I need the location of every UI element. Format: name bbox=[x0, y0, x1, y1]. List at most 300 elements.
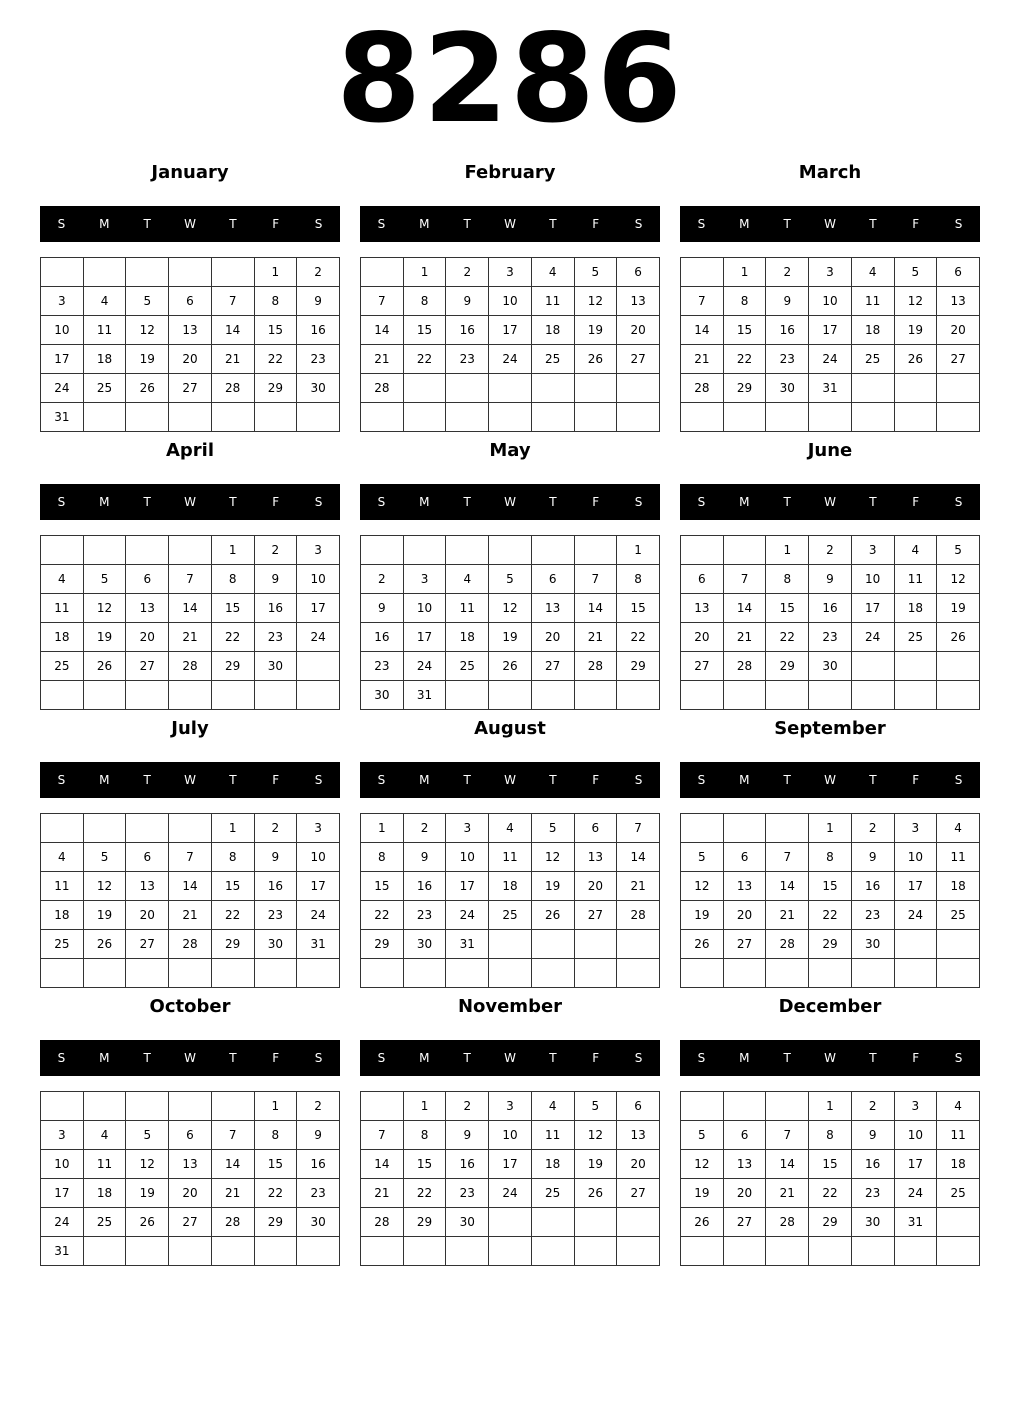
empty-day-cell bbox=[723, 403, 766, 432]
empty-day-cell bbox=[894, 959, 937, 988]
weekday-label: S bbox=[954, 1051, 963, 1065]
weekday-header bbox=[360, 1040, 660, 1076]
weekday-label: S bbox=[377, 1051, 386, 1065]
day-cell: 16 bbox=[403, 872, 446, 901]
week-row bbox=[681, 594, 980, 623]
day-cell: 30 bbox=[297, 374, 340, 403]
empty-day-cell bbox=[851, 959, 894, 988]
empty-day-cell bbox=[937, 959, 980, 988]
day-cell: 6 bbox=[169, 1121, 212, 1150]
weekday-header bbox=[680, 206, 980, 242]
empty-day-cell bbox=[254, 1237, 297, 1266]
day-cell: 27 bbox=[574, 901, 617, 930]
day-cell: 21 bbox=[211, 1179, 254, 1208]
day-cell: 13 bbox=[617, 1121, 660, 1150]
day-cell: 12 bbox=[574, 1121, 617, 1150]
empty-day-cell bbox=[489, 536, 532, 565]
weekday-label: M bbox=[739, 1051, 750, 1065]
day-cell: 30 bbox=[446, 1208, 489, 1237]
empty-day-cell bbox=[809, 403, 852, 432]
day-cell: 27 bbox=[169, 374, 212, 403]
week-row bbox=[41, 959, 340, 988]
day-cell: 4 bbox=[446, 565, 489, 594]
empty-day-cell bbox=[169, 1237, 212, 1266]
day-cell: 14 bbox=[169, 594, 212, 623]
day-cell: 7 bbox=[574, 565, 617, 594]
empty-day-cell bbox=[681, 1237, 724, 1266]
days-grid bbox=[40, 535, 340, 710]
month-name: March bbox=[798, 162, 862, 183]
empty-day-cell bbox=[531, 959, 574, 988]
day-cell: 19 bbox=[489, 623, 532, 652]
day-cell: 18 bbox=[851, 316, 894, 345]
empty-day-cell bbox=[446, 681, 489, 710]
empty-day-cell bbox=[211, 1237, 254, 1266]
week-row bbox=[681, 287, 980, 316]
empty-day-cell bbox=[809, 1237, 852, 1266]
weekday-label: W bbox=[824, 773, 836, 787]
day-cell: 23 bbox=[297, 1179, 340, 1208]
day-cell: 20 bbox=[574, 872, 617, 901]
week-row bbox=[681, 345, 980, 374]
day-cell: 3 bbox=[446, 814, 489, 843]
day-cell: 6 bbox=[723, 843, 766, 872]
day-cell: 7 bbox=[766, 1121, 809, 1150]
day-cell: 29 bbox=[809, 930, 852, 959]
day-cell: 1 bbox=[211, 536, 254, 565]
day-cell: 16 bbox=[297, 1150, 340, 1179]
day-cell: 12 bbox=[126, 316, 169, 345]
weekday-label: T bbox=[143, 1051, 151, 1065]
weekday-label: M bbox=[739, 773, 750, 787]
week-row bbox=[681, 681, 980, 710]
empty-day-cell bbox=[766, 681, 809, 710]
weekday-label: W bbox=[184, 217, 196, 231]
day-cell: 17 bbox=[894, 1150, 937, 1179]
day-cell: 21 bbox=[361, 1179, 404, 1208]
empty-day-cell bbox=[681, 959, 724, 988]
week-row bbox=[361, 345, 660, 374]
empty-day-cell bbox=[681, 681, 724, 710]
day-cell: 19 bbox=[574, 1150, 617, 1179]
day-cell: 19 bbox=[83, 901, 126, 930]
week-row bbox=[41, 652, 340, 681]
day-cell: 5 bbox=[681, 843, 724, 872]
empty-day-cell bbox=[211, 681, 254, 710]
empty-day-cell bbox=[617, 1208, 660, 1237]
day-cell: 18 bbox=[489, 872, 532, 901]
empty-day-cell bbox=[531, 930, 574, 959]
day-cell: 3 bbox=[851, 536, 894, 565]
empty-day-cell bbox=[531, 681, 574, 710]
day-cell: 27 bbox=[531, 652, 574, 681]
empty-day-cell bbox=[894, 930, 937, 959]
day-cell: 17 bbox=[894, 872, 937, 901]
weekday-label: T bbox=[783, 773, 791, 787]
day-cell: 14 bbox=[211, 316, 254, 345]
day-cell: 22 bbox=[211, 623, 254, 652]
day-cell: 6 bbox=[723, 1121, 766, 1150]
day-cell: 11 bbox=[83, 316, 126, 345]
day-cell: 15 bbox=[403, 316, 446, 345]
empty-day-cell bbox=[723, 681, 766, 710]
days-grid bbox=[360, 1091, 660, 1266]
empty-day-cell bbox=[446, 374, 489, 403]
day-cell: 15 bbox=[723, 316, 766, 345]
day-cell: 12 bbox=[531, 843, 574, 872]
day-cell: 5 bbox=[574, 1092, 617, 1121]
weekday-label: T bbox=[143, 495, 151, 509]
week-row bbox=[681, 1237, 980, 1266]
day-cell: 12 bbox=[83, 872, 126, 901]
day-cell: 16 bbox=[361, 623, 404, 652]
empty-day-cell bbox=[126, 681, 169, 710]
empty-day-cell bbox=[211, 959, 254, 988]
month-name: June bbox=[807, 440, 853, 461]
empty-day-cell bbox=[297, 959, 340, 988]
empty-day-cell bbox=[574, 959, 617, 988]
week-row bbox=[681, 1179, 980, 1208]
day-cell: 1 bbox=[809, 1092, 852, 1121]
day-cell: 11 bbox=[851, 287, 894, 316]
day-cell: 19 bbox=[681, 901, 724, 930]
day-cell: 22 bbox=[723, 345, 766, 374]
day-cell: 23 bbox=[254, 901, 297, 930]
weekday-label: T bbox=[229, 217, 237, 231]
empty-day-cell bbox=[766, 1092, 809, 1121]
day-cell: 8 bbox=[254, 1121, 297, 1150]
day-cell: 24 bbox=[809, 345, 852, 374]
days-grid bbox=[680, 535, 980, 710]
day-cell: 7 bbox=[169, 565, 212, 594]
week-row bbox=[41, 403, 340, 432]
empty-day-cell bbox=[83, 681, 126, 710]
week-row bbox=[681, 258, 980, 287]
weekday-label: W bbox=[504, 773, 516, 787]
week-row bbox=[41, 1179, 340, 1208]
day-cell: 17 bbox=[851, 594, 894, 623]
empty-day-cell bbox=[83, 1237, 126, 1266]
weekday-label: F bbox=[592, 217, 600, 231]
empty-day-cell bbox=[361, 959, 404, 988]
empty-day-cell bbox=[894, 681, 937, 710]
day-cell: 25 bbox=[489, 901, 532, 930]
day-cell: 1 bbox=[403, 258, 446, 287]
day-cell: 13 bbox=[723, 872, 766, 901]
day-cell: 14 bbox=[211, 1150, 254, 1179]
day-cell: 20 bbox=[681, 623, 724, 652]
week-row bbox=[41, 536, 340, 565]
day-cell: 27 bbox=[126, 652, 169, 681]
empty-day-cell bbox=[574, 536, 617, 565]
weekday-label: S bbox=[377, 773, 386, 787]
day-cell: 29 bbox=[254, 374, 297, 403]
day-cell: 2 bbox=[766, 258, 809, 287]
day-cell: 26 bbox=[83, 930, 126, 959]
empty-day-cell bbox=[937, 403, 980, 432]
day-cell: 17 bbox=[403, 623, 446, 652]
day-cell: 26 bbox=[681, 1208, 724, 1237]
empty-day-cell bbox=[681, 1092, 724, 1121]
day-cell: 19 bbox=[894, 316, 937, 345]
week-row bbox=[361, 1208, 660, 1237]
day-cell: 2 bbox=[361, 565, 404, 594]
day-cell: 3 bbox=[894, 1092, 937, 1121]
day-cell: 30 bbox=[851, 1208, 894, 1237]
weekday-label: T bbox=[229, 773, 237, 787]
day-cell: 10 bbox=[446, 843, 489, 872]
week-row bbox=[41, 258, 340, 287]
day-cell: 30 bbox=[361, 681, 404, 710]
weekday-label: S bbox=[697, 1051, 706, 1065]
day-cell: 2 bbox=[403, 814, 446, 843]
empty-day-cell bbox=[126, 536, 169, 565]
day-cell: 22 bbox=[361, 901, 404, 930]
empty-day-cell bbox=[126, 258, 169, 287]
weekday-header bbox=[40, 206, 340, 242]
day-cell: 5 bbox=[83, 565, 126, 594]
year-title: 8286 bbox=[336, 8, 684, 150]
empty-day-cell bbox=[169, 959, 212, 988]
day-cell: 26 bbox=[574, 1179, 617, 1208]
day-cell: 6 bbox=[681, 565, 724, 594]
day-cell: 25 bbox=[83, 1208, 126, 1237]
day-cell: 8 bbox=[766, 565, 809, 594]
day-cell: 2 bbox=[254, 536, 297, 565]
day-cell: 18 bbox=[446, 623, 489, 652]
week-row bbox=[41, 316, 340, 345]
empty-day-cell bbox=[211, 403, 254, 432]
day-cell: 3 bbox=[489, 258, 532, 287]
day-cell: 16 bbox=[297, 316, 340, 345]
day-cell: 6 bbox=[617, 258, 660, 287]
empty-day-cell bbox=[211, 1092, 254, 1121]
empty-day-cell bbox=[723, 959, 766, 988]
day-cell: 11 bbox=[937, 843, 980, 872]
weekday-label: W bbox=[184, 495, 196, 509]
day-cell: 10 bbox=[297, 565, 340, 594]
empty-day-cell bbox=[297, 652, 340, 681]
day-cell: 25 bbox=[531, 345, 574, 374]
day-cell: 10 bbox=[894, 1121, 937, 1150]
day-cell: 4 bbox=[83, 287, 126, 316]
week-row bbox=[361, 374, 660, 403]
day-cell: 31 bbox=[297, 930, 340, 959]
day-cell: 19 bbox=[83, 623, 126, 652]
day-cell: 20 bbox=[126, 901, 169, 930]
day-cell: 5 bbox=[126, 1121, 169, 1150]
weekday-label: T bbox=[463, 217, 471, 231]
weekday-label: M bbox=[419, 773, 430, 787]
empty-day-cell bbox=[681, 403, 724, 432]
day-cell: 24 bbox=[403, 652, 446, 681]
day-cell: 13 bbox=[126, 872, 169, 901]
empty-day-cell bbox=[894, 1237, 937, 1266]
day-cell: 17 bbox=[809, 316, 852, 345]
week-row bbox=[361, 930, 660, 959]
day-cell: 17 bbox=[489, 316, 532, 345]
week-row bbox=[681, 536, 980, 565]
empty-day-cell bbox=[403, 374, 446, 403]
weekday-label: T bbox=[869, 495, 877, 509]
day-cell: 24 bbox=[446, 901, 489, 930]
empty-day-cell bbox=[617, 930, 660, 959]
day-cell: 4 bbox=[41, 565, 84, 594]
day-cell: 15 bbox=[403, 1150, 446, 1179]
empty-day-cell bbox=[851, 403, 894, 432]
empty-day-cell bbox=[83, 1092, 126, 1121]
week-row bbox=[361, 565, 660, 594]
day-cell: 22 bbox=[254, 1179, 297, 1208]
weekday-label: T bbox=[463, 773, 471, 787]
day-cell: 21 bbox=[169, 623, 212, 652]
empty-day-cell bbox=[489, 1208, 532, 1237]
weekday-label: S bbox=[57, 217, 66, 231]
day-cell: 7 bbox=[723, 565, 766, 594]
day-cell: 31 bbox=[894, 1208, 937, 1237]
day-cell: 2 bbox=[851, 814, 894, 843]
empty-day-cell bbox=[937, 1208, 980, 1237]
empty-day-cell bbox=[937, 930, 980, 959]
day-cell: 23 bbox=[446, 345, 489, 374]
day-cell: 1 bbox=[403, 1092, 446, 1121]
day-cell: 28 bbox=[211, 1208, 254, 1237]
day-cell: 22 bbox=[766, 623, 809, 652]
day-cell: 30 bbox=[809, 652, 852, 681]
day-cell: 3 bbox=[297, 536, 340, 565]
day-cell: 8 bbox=[211, 843, 254, 872]
day-cell: 27 bbox=[126, 930, 169, 959]
week-row bbox=[361, 814, 660, 843]
weekday-label: F bbox=[272, 495, 280, 509]
week-row bbox=[681, 652, 980, 681]
day-cell: 13 bbox=[169, 1150, 212, 1179]
day-cell: 8 bbox=[809, 843, 852, 872]
weekday-label: S bbox=[954, 773, 963, 787]
weekday-label: M bbox=[99, 773, 110, 787]
day-cell: 25 bbox=[937, 901, 980, 930]
day-cell: 25 bbox=[851, 345, 894, 374]
empty-day-cell bbox=[723, 536, 766, 565]
empty-day-cell bbox=[531, 403, 574, 432]
weekday-label: S bbox=[314, 1051, 323, 1065]
month-name: September bbox=[774, 718, 886, 739]
weekday-header bbox=[680, 1040, 980, 1076]
empty-day-cell bbox=[489, 1237, 532, 1266]
day-cell: 18 bbox=[83, 345, 126, 374]
day-cell: 15 bbox=[254, 1150, 297, 1179]
week-row bbox=[681, 316, 980, 345]
day-cell: 22 bbox=[809, 901, 852, 930]
empty-day-cell bbox=[489, 930, 532, 959]
empty-day-cell bbox=[617, 1237, 660, 1266]
weekday-label: M bbox=[739, 495, 750, 509]
day-cell: 27 bbox=[723, 930, 766, 959]
weekday-label: F bbox=[912, 495, 920, 509]
days-grid bbox=[40, 813, 340, 988]
day-cell: 27 bbox=[169, 1208, 212, 1237]
day-cell: 14 bbox=[574, 594, 617, 623]
day-cell: 6 bbox=[937, 258, 980, 287]
day-cell: 9 bbox=[446, 287, 489, 316]
day-cell: 24 bbox=[297, 901, 340, 930]
empty-day-cell bbox=[894, 374, 937, 403]
day-cell: 14 bbox=[361, 1150, 404, 1179]
day-cell: 9 bbox=[297, 1121, 340, 1150]
week-row bbox=[361, 623, 660, 652]
day-cell: 21 bbox=[766, 901, 809, 930]
weekday-label: M bbox=[99, 495, 110, 509]
day-cell: 1 bbox=[766, 536, 809, 565]
day-cell: 16 bbox=[851, 872, 894, 901]
weekday-label: W bbox=[504, 495, 516, 509]
empty-day-cell bbox=[169, 536, 212, 565]
days-grid bbox=[40, 257, 340, 432]
day-cell: 13 bbox=[531, 594, 574, 623]
day-cell: 28 bbox=[617, 901, 660, 930]
day-cell: 25 bbox=[41, 930, 84, 959]
empty-day-cell bbox=[254, 959, 297, 988]
day-cell: 7 bbox=[211, 287, 254, 316]
day-cell: 11 bbox=[83, 1150, 126, 1179]
week-row bbox=[41, 814, 340, 843]
day-cell: 10 bbox=[851, 565, 894, 594]
day-cell: 5 bbox=[531, 814, 574, 843]
empty-day-cell bbox=[723, 1092, 766, 1121]
empty-day-cell bbox=[489, 374, 532, 403]
week-row bbox=[361, 1092, 660, 1121]
weekday-label: M bbox=[419, 1051, 430, 1065]
day-cell: 5 bbox=[489, 565, 532, 594]
day-cell: 26 bbox=[489, 652, 532, 681]
day-cell: 1 bbox=[361, 814, 404, 843]
day-cell: 9 bbox=[403, 843, 446, 872]
day-cell: 23 bbox=[446, 1179, 489, 1208]
day-cell: 11 bbox=[41, 872, 84, 901]
weekday-label: W bbox=[824, 495, 836, 509]
weekday-label: S bbox=[57, 495, 66, 509]
day-cell: 26 bbox=[894, 345, 937, 374]
day-cell: 10 bbox=[489, 287, 532, 316]
empty-day-cell bbox=[446, 403, 489, 432]
day-cell: 20 bbox=[617, 1150, 660, 1179]
day-cell: 12 bbox=[83, 594, 126, 623]
day-cell: 18 bbox=[937, 872, 980, 901]
empty-day-cell bbox=[126, 1092, 169, 1121]
week-row bbox=[681, 959, 980, 988]
day-cell: 5 bbox=[681, 1121, 724, 1150]
day-cell: 9 bbox=[446, 1121, 489, 1150]
week-row bbox=[361, 901, 660, 930]
day-cell: 21 bbox=[681, 345, 724, 374]
week-row bbox=[41, 872, 340, 901]
day-cell: 28 bbox=[211, 374, 254, 403]
days-grid bbox=[360, 257, 660, 432]
week-row bbox=[361, 843, 660, 872]
day-cell: 5 bbox=[894, 258, 937, 287]
week-row bbox=[681, 901, 980, 930]
empty-day-cell bbox=[361, 258, 404, 287]
month-name: February bbox=[464, 162, 556, 183]
day-cell: 29 bbox=[766, 652, 809, 681]
empty-day-cell bbox=[446, 1237, 489, 1266]
day-cell: 13 bbox=[681, 594, 724, 623]
week-row bbox=[41, 287, 340, 316]
weekday-label: F bbox=[912, 1051, 920, 1065]
weekday-label: T bbox=[463, 495, 471, 509]
day-cell: 3 bbox=[894, 814, 937, 843]
day-cell: 9 bbox=[809, 565, 852, 594]
